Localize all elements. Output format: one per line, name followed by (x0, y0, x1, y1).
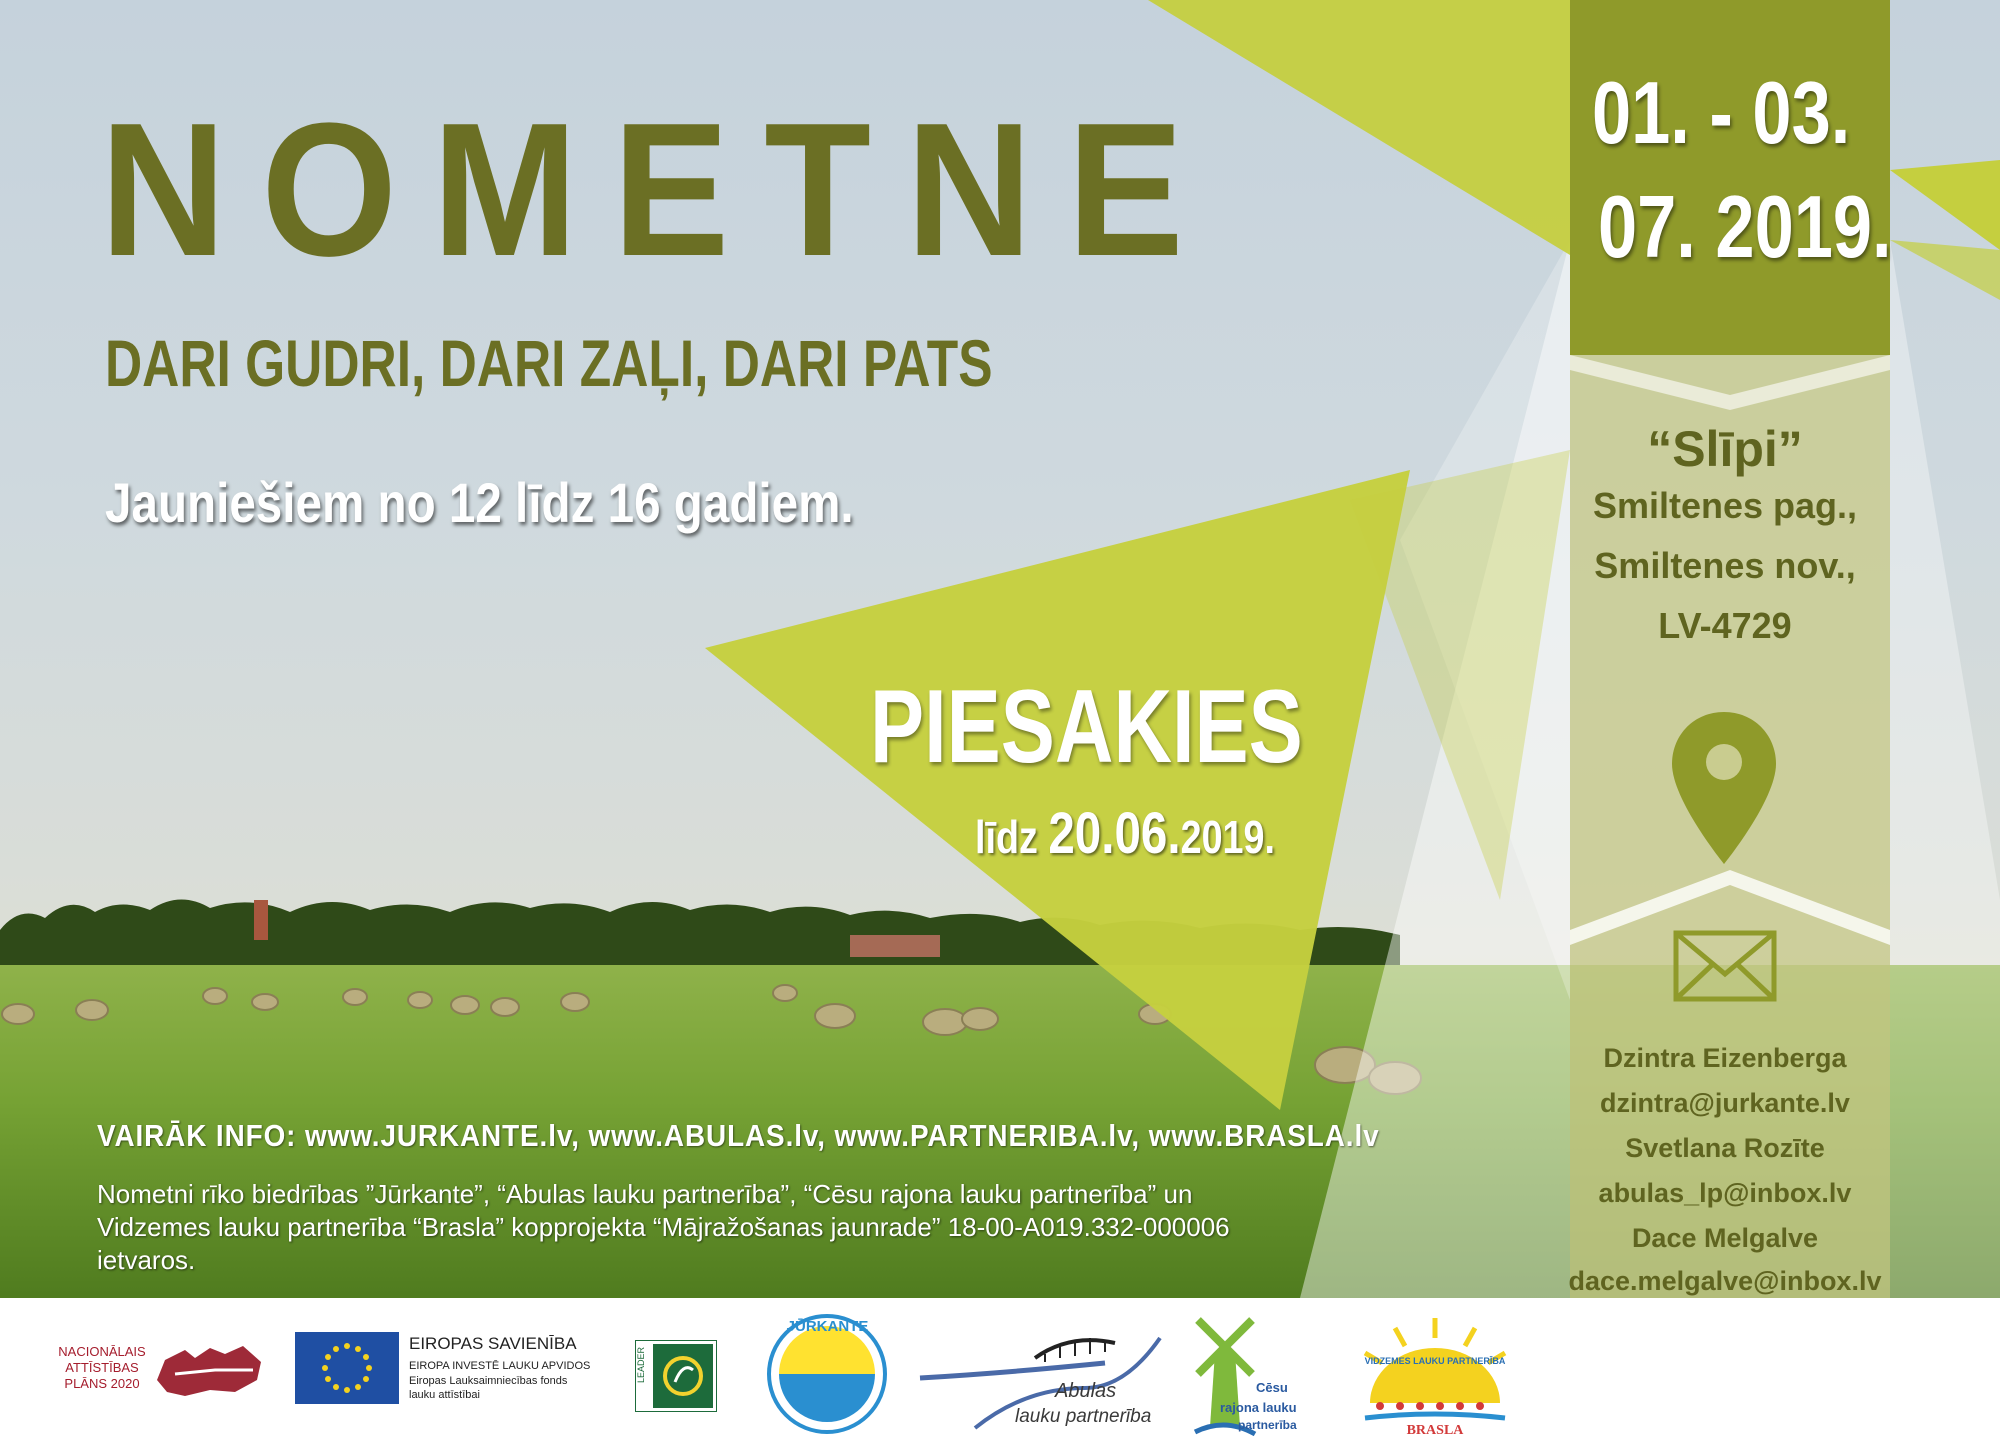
lime-triangle-right-2 (1890, 240, 2000, 300)
deadline-year: 2019. (1180, 811, 1275, 863)
jurkante-text: JŪRKANTE (786, 1318, 869, 1335)
more-info-links[interactable]: VAIRĀK INFO: www.JURKANTE.lv, www.ABULAS.lv, www.PARTNERIBA.lv, www.BRASLA.lv (97, 1118, 1380, 1153)
location-line-2: Smiltenes nov., (1594, 545, 1856, 586)
leader-text (636, 1367, 646, 1383)
deadline-prefix: līdz (975, 811, 1038, 863)
audience-text: Jauniešiem no 12 līdz 16 gadiem. (105, 471, 854, 534)
eu-title: EIROPAS SAVIENĪBA (409, 1334, 577, 1353)
nap-line-1: NACIONĀLAIS (58, 1344, 146, 1359)
map-pin-icon (1668, 708, 1780, 868)
light-triangle-2 (1890, 240, 2000, 1298)
latvia-map-icon (155, 1340, 265, 1400)
nap-line-2: ATTĪSTĪBAS (65, 1360, 139, 1375)
contact-name-1: Dzintra Eizenberga (1603, 1043, 1847, 1073)
logo-abulas (915, 1318, 1165, 1438)
contact-name-3: Dace Melgalve (1631, 1223, 1819, 1253)
organizer-description: Nometni rīko biedrības ”Jūrkante”, “Abulas lauku partnerība”, “Cēsu rajona lauku partnerība” un Vidzemes lauku partnerība “Brasla” kopprojekta “Mājražošanas jaunrade” 18-00-A019.332-000006 ietvaros. (97, 1179, 1230, 1275)
deadline-date: 20.06. (1048, 801, 1181, 866)
eu-line-2: Eiropas Lauksaimniecības fonds (409, 1375, 568, 1387)
logo-eu (295, 1332, 625, 1412)
nap-line-3: PLĀNS 2020 (64, 1376, 140, 1391)
abulas-line-1: Abulas (1055, 1380, 1117, 1402)
brasla-arc-text: VIDZEMES LAUKU PARTNERĪBA (1364, 1356, 1506, 1366)
register-heading: PIESAKIES (870, 669, 1303, 785)
cesu-line-3: partnerība (1238, 1418, 1297, 1432)
contact-name-2: Svetlana Rozīte (1625, 1133, 1825, 1163)
eu-line-3: lauku attīstībai (409, 1389, 480, 1401)
lime-triangle-right (1890, 160, 2000, 250)
date-line-2: 07. 2019. (1598, 177, 1892, 276)
cesu-line-2: rajona lauku (1220, 1400, 1297, 1415)
eu-flag-icon (295, 1332, 399, 1404)
location-name: “Slīpi” (1647, 421, 1803, 477)
envelope-icon (1673, 930, 1777, 1002)
brasla-name: BRASLA (1406, 1423, 1464, 1438)
water-tower (254, 900, 268, 940)
contact-email-3[interactable]: dace.melgalve@inbox.lv (1568, 1266, 1882, 1296)
subtitle: DARI GUDRI, DARI ZAĻI, DARI PATS (105, 326, 993, 400)
farm-building (850, 935, 940, 957)
logos-strip (0, 1298, 2000, 1449)
cesu-line-1: Cēsu (1256, 1380, 1288, 1395)
logo-brasla (1340, 1308, 1530, 1443)
deadline-text (975, 800, 1275, 867)
logo-nap2020 (40, 1330, 270, 1420)
location-line-3: LV-4729 (1658, 605, 1792, 646)
contact-email-1[interactable]: dzintra@jurkante.lv (1600, 1088, 1850, 1118)
logo-jurkante (765, 1312, 890, 1437)
logo-cesu (1190, 1312, 1320, 1442)
page-title: NOMETNE (100, 84, 1219, 296)
eu-line-1: EIROPA INVESTĒ LAUKU APVIDOS (409, 1360, 591, 1372)
date-line-1: 01. - 03. (1592, 63, 1851, 162)
abulas-line-2: lauku partnerība (1015, 1406, 1152, 1427)
leader-icon (635, 1340, 717, 1412)
contact-email-2[interactable]: abulas_lp@inbox.lv (1598, 1178, 1852, 1208)
logo-leader (635, 1340, 717, 1412)
location-line-1: Smiltenes pag., (1592, 485, 1858, 526)
